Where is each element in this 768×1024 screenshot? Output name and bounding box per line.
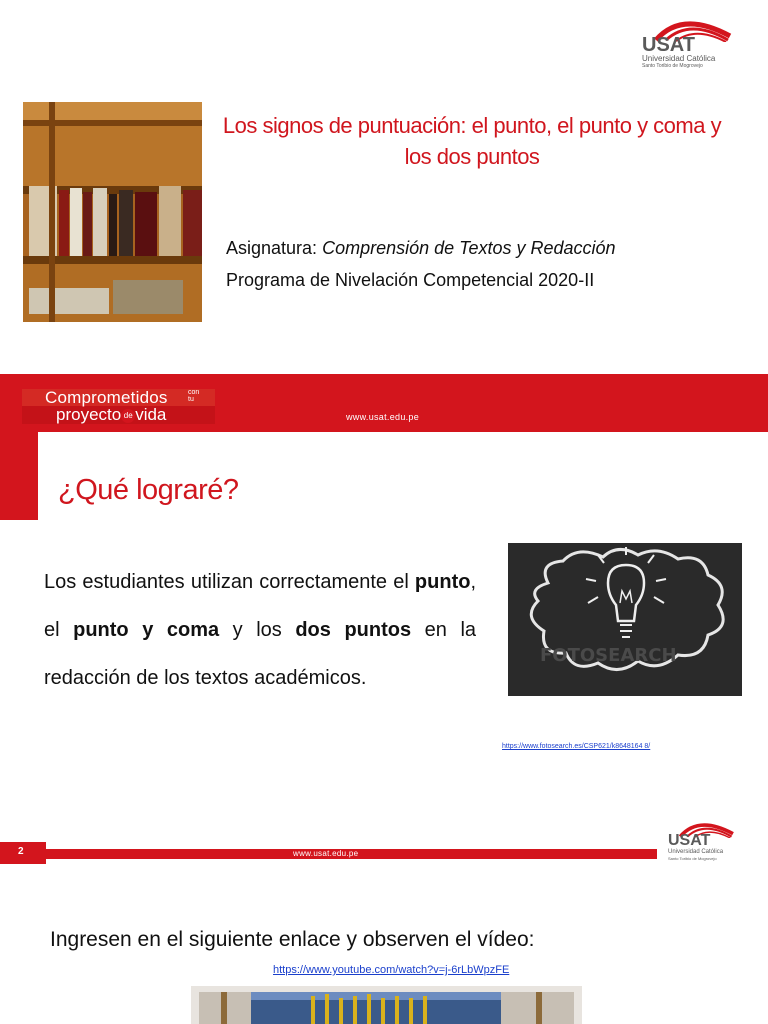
- logo-word: USAT: [642, 34, 695, 56]
- term-dos-puntos: dos puntos: [295, 619, 412, 641]
- slogan-small-text: [188, 389, 199, 403]
- slogan-de-badge: de: [121, 409, 135, 423]
- term-punto-y-coma: punto y coma: [73, 619, 220, 641]
- image-watermark: FOTOSEARCH: [540, 645, 677, 666]
- logo-line1-small: Universidad Católica: [668, 849, 724, 855]
- page-number: 2: [18, 846, 24, 857]
- objective-paragraph: [44, 558, 476, 702]
- slogan-vida: vida: [135, 405, 167, 424]
- lightbulb-icon: [508, 543, 742, 696]
- lightbulb-chalk-image: [508, 543, 742, 696]
- slide2-heading: ¿Qué lograré?: [58, 474, 239, 506]
- logo-line2-small: Santo Toribio de Mogrovejo: [668, 856, 717, 861]
- logo-word-small: USAT: [668, 832, 711, 849]
- youtube-link[interactable]: https://www.youtube.com/watch?v=j-6rLbWpzFE: [273, 964, 510, 976]
- course-line: [226, 238, 616, 259]
- video-instruction: Ingresen en el siguiente enlace y observen el vídeo:: [50, 928, 535, 951]
- para-sep2: y los: [219, 619, 296, 641]
- logo-line1: Universidad Católica: [642, 54, 716, 63]
- image-credit-link[interactable]: https://www.fotosearch.es/CSP621/k8648164 8/: [502, 743, 651, 750]
- para-suffix: en la redacción de los textos académicos.: [44, 619, 477, 689]
- slogan-line1: Comprometidos: [45, 388, 168, 407]
- footer-url[interactable]: www.usat.edu.pe: [346, 412, 420, 422]
- slogan-small-con: con: [188, 389, 200, 396]
- para-prefix: Los estudiantes utilizan correctamente el: [44, 571, 409, 593]
- course-label: Asignatura:: [226, 238, 318, 258]
- usat-logo-small: [668, 818, 738, 862]
- slide2-footer-url[interactable]: www.usat.edu.pe: [293, 849, 359, 858]
- para-sep1: , el: [44, 571, 477, 641]
- usat-logo: [642, 14, 734, 72]
- term-punto: punto: [414, 571, 471, 593]
- video-thumbnail-image[interactable]: [191, 986, 582, 1024]
- slogan-small-tu: tu: [188, 396, 194, 403]
- slogan-proyecto: proyecto: [56, 405, 122, 424]
- program-line: Programa de Nivelación Competencial 2020-II: [226, 270, 595, 290]
- logo-line2: Santo Toribio de Mogrovejo: [642, 63, 703, 69]
- slogan-line2: [56, 405, 166, 425]
- presentation-title: Los signos de puntuación: el punto, el punto y coma y los dos puntos: [222, 113, 722, 169]
- bookshelf-image: [23, 102, 202, 322]
- slide2-side-bar: [0, 432, 38, 520]
- course-name: Comprensión de Textos y Redacción: [322, 238, 616, 258]
